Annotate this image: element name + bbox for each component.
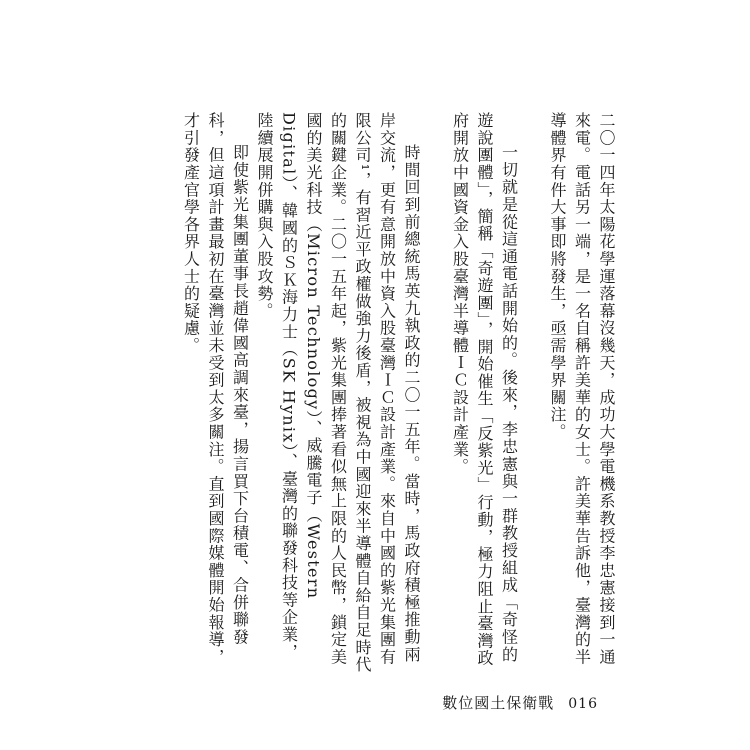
paragraph-gap [521, 112, 545, 677]
page-number: 016 [568, 696, 598, 712]
page-footer [442, 692, 598, 713]
paragraph-4: 即使紫光集團董事長趙偉國高調來臺，揚言買下台積電、合併聯發科，但這項計畫最初在臺灣並未受到太多關注。直到國際媒體開始報導，才引發產官學各界人士的疑慮。 [181, 112, 250, 666]
paragraph-1: 二〇一四年太陽花學運落幕沒幾天，成功大學電機系教授李忠憲接到一通來電。電話另一端，是一名自稱許美華的女士。許美華告訴他，臺灣的半導體界有件大事即將發生，亟需學界關注。 [548, 112, 616, 666]
vertical-text-body [178, 112, 618, 677]
paragraph-3: 時間回到前總統馬英九執政的二〇一五年。當時，馬政府積極推動兩岸交流，更有意開放中資入股臺灣ＩＣ設計產業。來自中國的紫光集團有限公司¹，有習近平政權做強力後盾，被視為中國迎來半導體自給自足時代的關鍵企業。二〇一五年起，紫光集團捧著看似無上限的人民幣，鎖定美國的美光科技（Micron Technology）、威騰電子（Western Digital）、韓國的ＳＫ海力士（SK Hynix）、臺灣的聯發科技等企業，陸續展開併購與入股攻勢。 [255, 112, 421, 674]
paragraph-2: 一切就是從這通電話開始的。後來，李忠憲與一群教授組成「奇怪的遊說團體」，簡稱「奇遊團」，開始催生「反紫光」行動，極力阻止臺灣政府開放中國資金入股臺灣半導體ＩＣ設計產業。 [450, 112, 519, 667]
paragraph-gap [423, 112, 447, 677]
running-title: 數位國土保衛戰 [442, 694, 555, 712]
